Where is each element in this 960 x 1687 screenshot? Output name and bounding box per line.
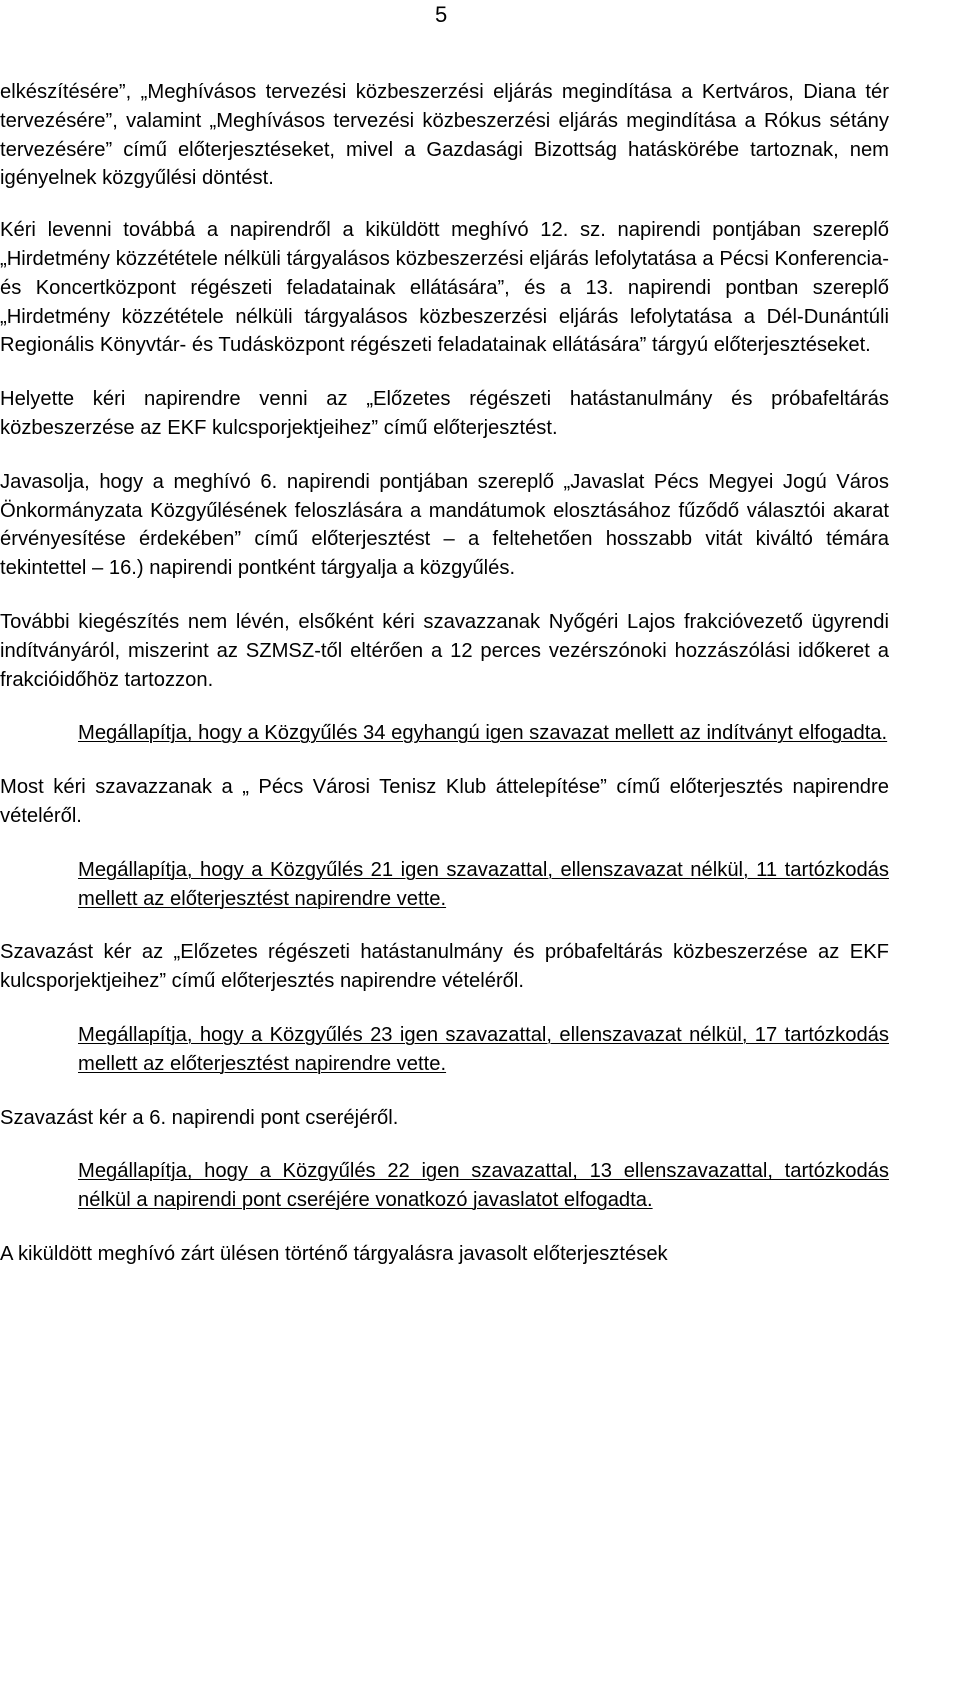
paragraph-agenda-reorder: Javasolja, hogy a meghívó 6. napirendi pontjában szereplő „Javaslat Pécs Megyei Jogú Város Önkormányzata Közgyűlésének feloszlására a mandátumok elosztásához fűződő választói akarat érvényesítése érdekében” című előterjesztést – a feltehetően hosszabb vitát kiváltó témára tekintettel – 16.) napirendi pontként tárgyalja a közgyűlés. [0,470,889,580]
paragraph-vote-item-6: Szavazást kér a 6. napirendi pont cseréjéről. [0,1106,399,1129]
paragraph-vote-archaeology: Szavazást kér az „Előzetes régészeti hatástanulmány és próbafeltárás közbeszerzése az EKF kulcsporjektjeihez” című előterjesztés napirendre vételéről. [0,941,889,993]
paragraph-agenda-addition: Helyette kéri napirendre venni az „Előzetes régészeti hatástanulmány és próbafeltárás közbeszerzése az EKF kulcsporjektjeihez” című előterjesztést. [0,388,889,439]
decision-item-6-swap: Megállapítja, hogy a Közgyűlés 22 igen szavazattal, 13 ellenszavazattal, tartózkodás nélkül a napirendi pont cseréjére vonatkozó javaslatot elfogadta. [78,1160,889,1212]
paragraph-closed-session: A kiküldött meghívó zárt ülésen történő tárgyalásra javasolt előterjesztések [0,1242,668,1265]
page-number: 5 [435,2,448,27]
paragraph-vote-motion: További kiegészítés nem lévén, elsőként kéri szavazzanak Nyőgéri Lajos frakcióvezető ügyrendi indítványáról, miszerint az SZMSZ-től eltérően a 12 perces vezérszónoki hozzászólási időkeret a frakcióidőhöz tartozzon. [0,610,889,691]
paragraph-agenda-removal: elkészítésére”, „Meghívásos tervezési közbeszerzési eljárás megindítása a Kertváros, Diana tér tervezésére”, valamint „Meghívásos tervezési közbeszerzési eljárás megindítása a Rókus sétány tervezésére” című előterjesztéseket, mivel a Gazdasági Bizottság hatáskörébe tartoznak, nem igényelnek közgyűlési döntést. [0,81,889,190]
decision-motion-accepted: Megállapítja, hogy a Közgyűlés 34 egyhangú igen szavazat mellett az indítványt elfogadta. [78,722,888,745]
paragraph-agenda-removal-2: Kéri levenni továbbá a napirendről a kiküldött meghívó 12. sz. napirendi pontjában szereplő „Hirdetmény közzététele nélküli tárgyalásos közbeszerzési eljárás lefolytatása a Pécsi Konferencia- és Koncertközpont régészeti feladatainak ellátására”, és a 13. napirendi pontban szereplő „Hirdetmény közzététele nélküli tárgyalásos közbeszerzési eljárás lefolytatása a Dél-Dunántúli Regionális Könyvtár- és Tudásközpont régészeti feladatainak ellátására” tárgyú előterjesztéseket. [0,219,889,357]
document-body [0,78,889,1269]
paragraph-vote-tennis-club: Most kéri szavazzanak a „ Pécs Városi Tenisz Klub áttelepítése” című előterjesztés napirendre vételéről. [0,776,889,827]
decision-archaeology: Megállapítja, hogy a Közgyűlés 23 igen szavazattal, ellenszavazat nélkül, 17 tartózkodás mellett az előterjesztést napirendre vette. [78,1023,889,1075]
decision-tennis-club: Megállapítja, hogy a Közgyűlés 21 igen szavazattal, ellenszavazat nélkül, 11 tartózkodás mellett az előterjesztést napirendre vette. [78,858,889,910]
